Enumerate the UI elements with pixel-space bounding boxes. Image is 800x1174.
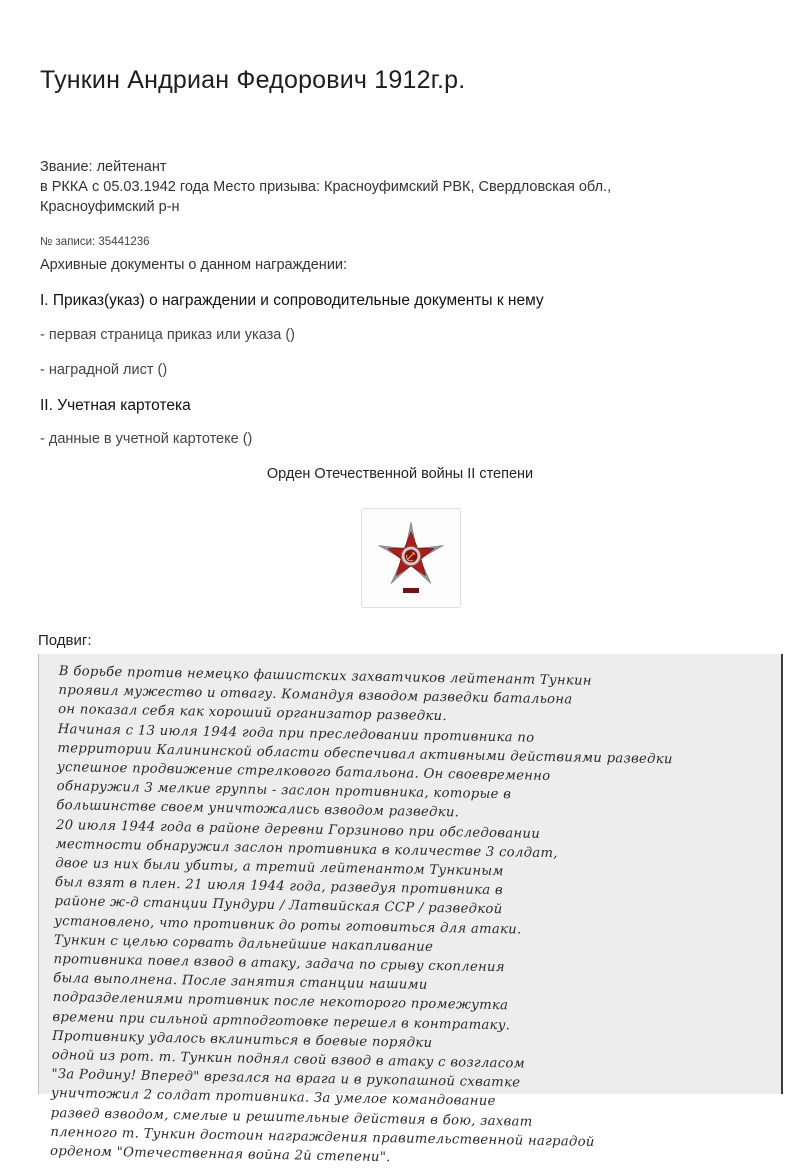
feat-line: обнаружил 3 мелкие группы - заслон противника, которые в: [56, 779, 512, 803]
section-registration-card: II. Учетная картотека: [40, 397, 191, 414]
feat-line: успешное продвижение стрелкового батальона. Он своевременно: [56, 759, 551, 785]
feat-line: 20 июля 1944 года в районе деревни Горзиново при обследовании: [55, 817, 541, 842]
feat-line: уничтожил 2 солдат противника. За умелое командование: [50, 1086, 496, 1110]
feat-line: местности обнаружил заслон противника в количестве 3 солдат,: [55, 836, 558, 861]
feat-label: Подвиг:: [38, 632, 92, 649]
feat-line: В борьбе против немецко фашистских захватчиков лейтенант Тункин: [58, 663, 592, 689]
feat-line: Противнику удалось вклиниться в боевые порядки: [52, 1028, 433, 1051]
award-title: Орден Отечественной войны II степени: [266, 466, 534, 482]
person-name-title: Тункин Андриан Федорович 1912г.р.: [40, 66, 466, 94]
feat-line: районе ж-д станции Пундури / Латвийская ССР / разведкой: [54, 894, 503, 918]
feat-line: большинстве своем уничтожались взводом разведки.: [56, 798, 460, 821]
section-order-documents: I. Приказ(указ) о награждении и сопроводительные документы к нему: [40, 292, 544, 309]
feat-line: территории Калининской области обеспечивал активными действиями разведки: [57, 740, 673, 768]
archive-heading: Архивные документы о данном награждении:: [40, 257, 348, 273]
feat-line: Тункин с целью сорвать дальнейшие накапливание: [53, 932, 434, 955]
feat-line: подразделениями противник после некоторого промежутка: [52, 990, 509, 1014]
feat-line: "За Родину! Вперед" врезался на врага и в рукопашной схватке: [51, 1067, 521, 1091]
feat-line: был взят в плен. 21 июля 1944 года, разведуя противника в: [54, 875, 504, 899]
feat-handwritten-text: [50, 662, 767, 1174]
feat-line: одной из рот. т. Тункин поднял свой взвод в атаку с возгласом: [51, 1047, 526, 1072]
feat-document-scan: [38, 654, 783, 1166]
feat-line: времени при сильной артподготовке перешел в контратаку.: [52, 1009, 511, 1033]
feat-line: пленного т. Тункин достоин награждения правительственной наградой: [50, 1124, 595, 1150]
link-card-data[interactable]: - данные в учетной картотеке (): [40, 431, 253, 447]
link-first-page-order[interactable]: - первая страница приказ или указа (): [40, 327, 296, 343]
order-of-patriotic-war-icon: [362, 509, 460, 607]
service-text: в РККА с 05.03.1942 года Место призыва: Красноуфимский РВК, Свердловская обл.,: [40, 179, 612, 195]
feat-line: противника повел взвод в атаку, задача по срыву скопления: [53, 951, 505, 976]
feat-line: проявил мужество и отвагу. Командуя взводом разведки батальона: [58, 683, 573, 708]
record-number: № записи: 35441236: [40, 236, 150, 248]
feat-line: двое из них были убиты, а третий лейтенантом Тункиным: [55, 855, 504, 880]
award-image[interactable]: [361, 508, 461, 608]
feat-line: он показал себя как хороший организатор разведки.: [57, 702, 448, 725]
person-info: [40, 157, 740, 217]
feat-line: орденом "Отечественная война 2й степени".: [49, 1143, 391, 1166]
feat-line: была выполнена. После занятия станции нашими: [53, 971, 428, 994]
link-award-sheet[interactable]: - наградной лист (): [40, 362, 168, 378]
rank-text: Звание: лейтенант: [40, 159, 167, 175]
service-text-cont: Красноуфимский р-н: [40, 199, 180, 215]
feat-line: установлено, что противник до роты готовиться для атаки.: [54, 913, 522, 938]
feat-line: Начиная с 13 июля 1944 года при преследовании противника по: [57, 721, 535, 746]
feat-line: развед взводом, смелые и решительные действия в бою, захват: [50, 1105, 533, 1130]
